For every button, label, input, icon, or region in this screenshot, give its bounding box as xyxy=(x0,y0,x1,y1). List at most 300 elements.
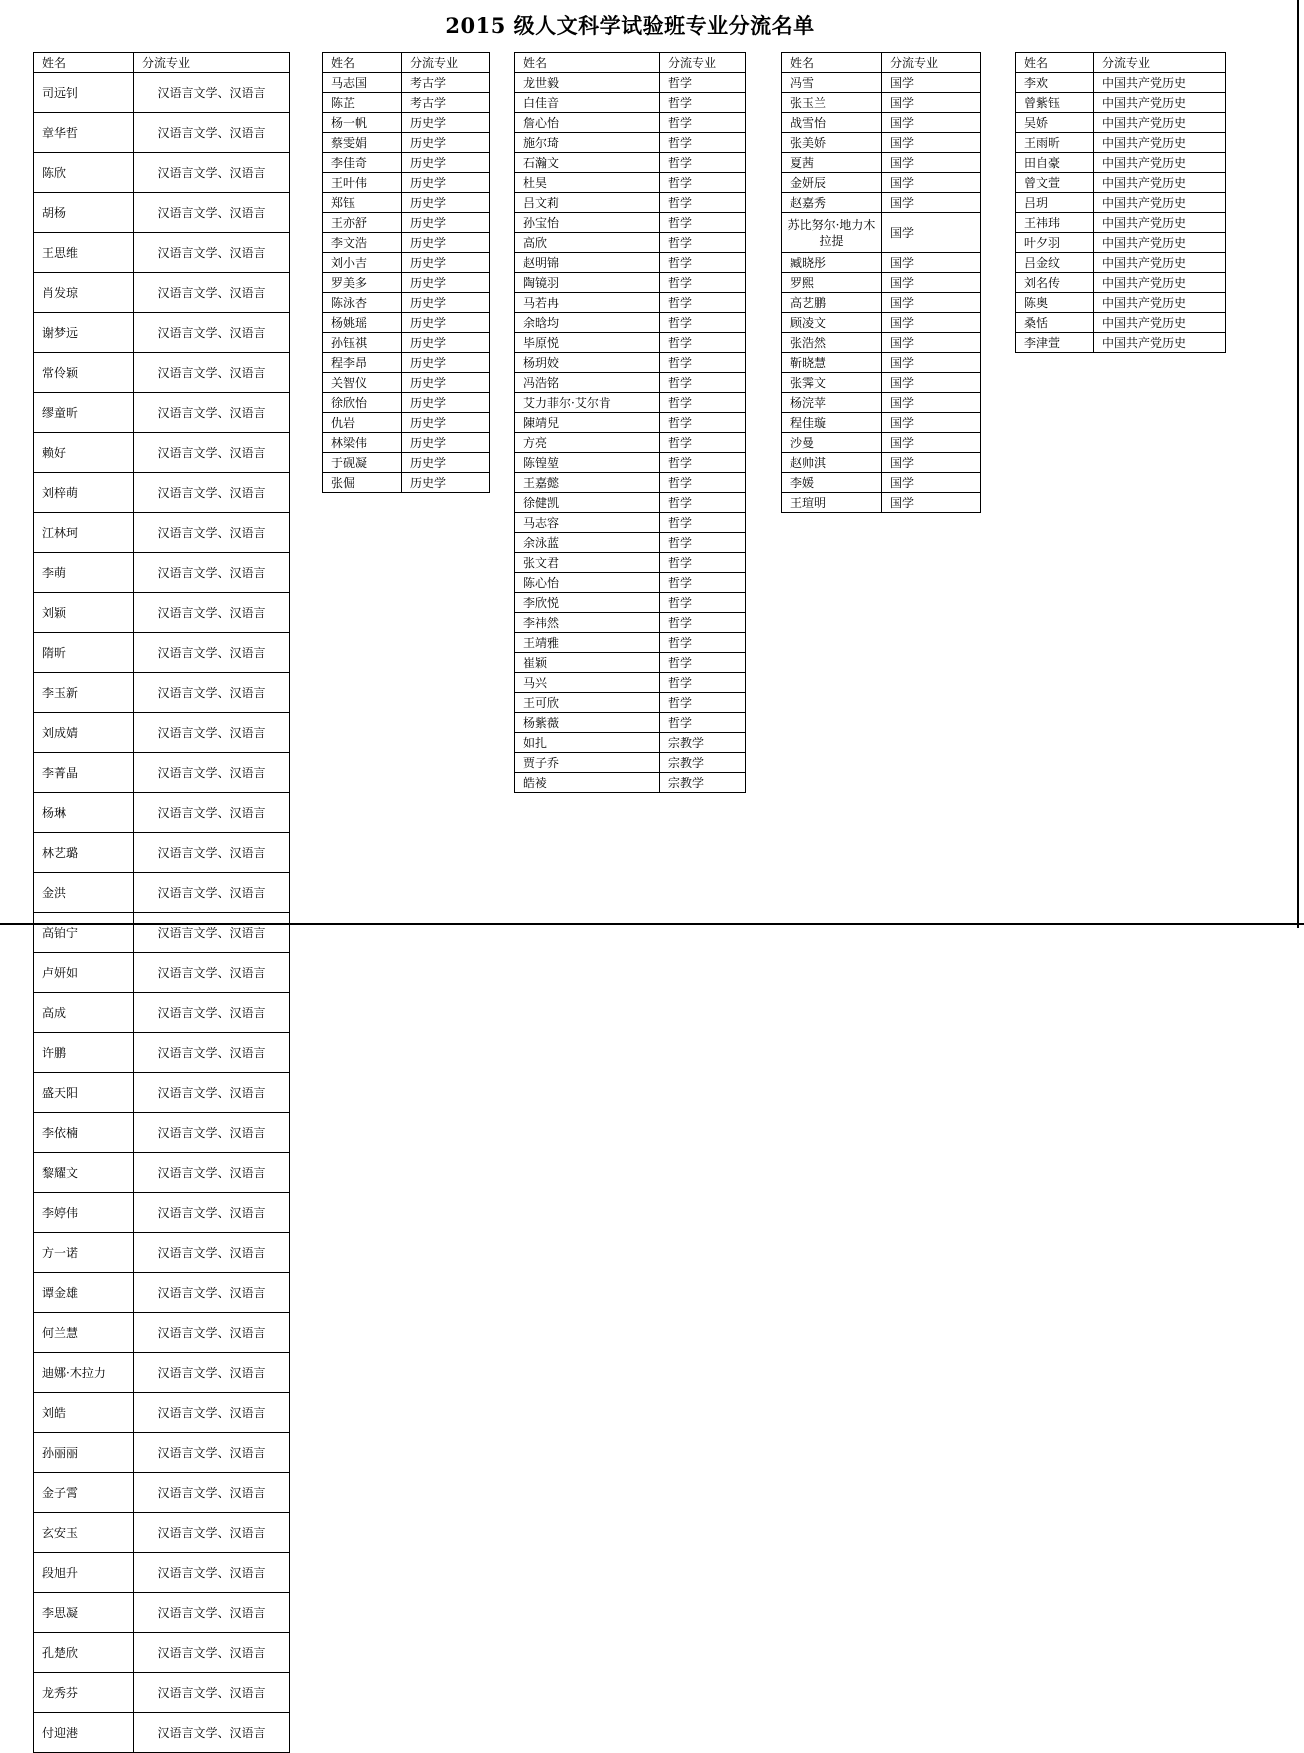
table-row xyxy=(515,293,746,313)
major-cell: 哲学 xyxy=(660,153,746,173)
table-row xyxy=(323,393,490,413)
major-cell: 哲学 xyxy=(660,653,746,673)
name-cell: 冯雪 xyxy=(782,73,882,93)
table-row xyxy=(1016,173,1226,193)
table-row xyxy=(515,653,746,673)
table-row xyxy=(515,413,746,433)
table-row xyxy=(34,113,290,153)
name-cell: 毕原悦 xyxy=(515,333,660,353)
major-cell: 中国共产党历史 xyxy=(1094,293,1226,313)
major-cell: 哲学 xyxy=(660,433,746,453)
table-row xyxy=(1016,153,1226,173)
table-row xyxy=(34,1633,290,1673)
major-cell: 哲学 xyxy=(660,73,746,93)
name-cell: 余泳蓝 xyxy=(515,533,660,553)
table-row xyxy=(34,1393,290,1433)
major-cell: 国学 xyxy=(882,173,981,193)
name-cell: 马志国 xyxy=(323,73,402,93)
name-cell: 马兴 xyxy=(515,673,660,693)
major-cell: 哲学 xyxy=(660,213,746,233)
major-cell: 汉语言文学、汉语言 xyxy=(134,1273,290,1313)
name-cell: 方一诺 xyxy=(34,1233,134,1273)
table-row xyxy=(515,493,746,513)
table-row xyxy=(34,273,290,313)
major-cell: 汉语言文学、汉语言 xyxy=(134,633,290,673)
major-cell: 汉语言文学、汉语言 xyxy=(134,1193,290,1233)
major-cell: 中国共产党历史 xyxy=(1094,113,1226,133)
name-cell: 李婷伟 xyxy=(34,1193,134,1233)
name-cell: 林艺璐 xyxy=(34,833,134,873)
table-row xyxy=(34,433,290,473)
table-row xyxy=(515,733,746,753)
major-cell: 哲学 xyxy=(660,293,746,313)
name-cell: 于砚凝 xyxy=(323,453,402,473)
name-cell: 苏比努尔·地力木拉提 xyxy=(782,213,882,253)
name-cell: 杨玥姣 xyxy=(515,353,660,373)
table-row xyxy=(1016,193,1226,213)
major-cell: 国学 xyxy=(882,133,981,153)
table-row xyxy=(34,313,290,353)
name-cell: 杜昊 xyxy=(515,173,660,193)
name-cell: 谭金雄 xyxy=(34,1273,134,1313)
major-cell: 历史学 xyxy=(402,253,490,273)
major-cell: 哲学 xyxy=(660,473,746,493)
table-row xyxy=(782,213,981,253)
major-cell: 哲学 xyxy=(660,233,746,253)
table-row xyxy=(34,993,290,1033)
name-cell: 刘成婧 xyxy=(34,713,134,753)
name-cell: 陈欣 xyxy=(34,153,134,193)
major-cell: 汉语言文学、汉语言 xyxy=(134,873,290,913)
name-cell: 李佳奇 xyxy=(323,153,402,173)
name-cell: 李祎然 xyxy=(515,613,660,633)
table-row xyxy=(515,73,746,93)
table-row xyxy=(515,533,746,553)
major-cell: 中国共产党历史 xyxy=(1094,193,1226,213)
major-cell: 哲学 xyxy=(660,393,746,413)
name-cell: 高铂宁 xyxy=(34,913,134,953)
major-cell: 历史学 xyxy=(402,333,490,353)
table-row xyxy=(323,113,490,133)
name-cell: 孙宝怡 xyxy=(515,213,660,233)
major-cell: 国学 xyxy=(882,253,981,273)
major-cell: 国学 xyxy=(882,313,981,333)
name-cell: 冯浩铭 xyxy=(515,373,660,393)
major-cell: 哲学 xyxy=(660,553,746,573)
name-cell: 林梁伟 xyxy=(323,433,402,453)
major-cell: 国学 xyxy=(882,373,981,393)
table-row xyxy=(34,1593,290,1633)
major-cell: 哲学 xyxy=(660,253,746,273)
table-row xyxy=(515,373,746,393)
table-header-row xyxy=(515,53,746,73)
major-cell: 汉语言文学、汉语言 xyxy=(134,1513,290,1553)
name-cell: 张浩然 xyxy=(782,333,882,353)
name-cell: 王思维 xyxy=(34,233,134,273)
name-cell: 战雪怡 xyxy=(782,113,882,133)
table-row xyxy=(34,1113,290,1153)
major-cell: 国学 xyxy=(882,453,981,473)
major-cell: 历史学 xyxy=(402,273,490,293)
major-cell: 汉语言文学、汉语言 xyxy=(134,313,290,353)
name-cell: 段旭升 xyxy=(34,1553,134,1593)
major-cell: 国学 xyxy=(882,193,981,213)
major-cell: 汉语言文学、汉语言 xyxy=(134,1313,290,1353)
table-row xyxy=(34,673,290,713)
name-cell: 李媛 xyxy=(782,473,882,493)
name-cell: 王嘉懿 xyxy=(515,473,660,493)
table-row xyxy=(515,513,746,533)
major-cell: 宗教学 xyxy=(660,773,746,793)
name-cell: 石瀚文 xyxy=(515,153,660,173)
name-cell: 李萌 xyxy=(34,553,134,593)
name-cell: 刘小吉 xyxy=(323,253,402,273)
table-row xyxy=(34,1473,290,1513)
name-cell: 徐健凯 xyxy=(515,493,660,513)
major-cell: 历史学 xyxy=(402,453,490,473)
name-cell: 陳靖兒 xyxy=(515,413,660,433)
table-row xyxy=(515,753,746,773)
table-row xyxy=(34,753,290,793)
major-cell: 历史学 xyxy=(402,193,490,213)
major-cell: 哲学 xyxy=(660,593,746,613)
name-cell: 金洪 xyxy=(34,873,134,913)
table-row xyxy=(1016,313,1226,333)
name-cell: 张倔 xyxy=(323,473,402,493)
name-cell: 程李昂 xyxy=(323,353,402,373)
table-row xyxy=(34,713,290,753)
name-cell: 陈锽堃 xyxy=(515,453,660,473)
name-cell: 杨浣苹 xyxy=(782,393,882,413)
name-cell: 金妍辰 xyxy=(782,173,882,193)
header-name: 姓名 xyxy=(323,53,402,73)
major-cell: 国学 xyxy=(882,353,981,373)
major-cell: 哲学 xyxy=(660,673,746,693)
table-row xyxy=(34,1713,290,1753)
major-cell: 中国共产党历史 xyxy=(1094,233,1226,253)
name-cell: 陈心怡 xyxy=(515,573,660,593)
table-row xyxy=(515,253,746,273)
major-cell: 汉语言文学、汉语言 xyxy=(134,1673,290,1713)
name-cell: 许鹏 xyxy=(34,1033,134,1073)
major-cell: 哲学 xyxy=(660,273,746,293)
major-cell: 哲学 xyxy=(660,413,746,433)
table-row xyxy=(782,173,981,193)
table-row xyxy=(323,173,490,193)
major-cell: 汉语言文学、汉语言 xyxy=(134,1473,290,1513)
name-cell: 杨姚瑶 xyxy=(323,313,402,333)
major-cell: 国学 xyxy=(882,413,981,433)
name-cell: 顾凌文 xyxy=(782,313,882,333)
major-cell: 汉语言文学、汉语言 xyxy=(134,553,290,593)
page-title: 2015 级人文科学试验班专业分流名单 xyxy=(445,13,815,38)
major-cell: 汉语言文学、汉语言 xyxy=(134,73,290,113)
major-cell: 国学 xyxy=(882,153,981,173)
name-cell: 如扎 xyxy=(515,733,660,753)
major-cell: 国学 xyxy=(882,113,981,133)
table-header-row xyxy=(1016,53,1226,73)
major-cell: 哲学 xyxy=(660,313,746,333)
table-row xyxy=(323,213,490,233)
name-cell: 何兰慧 xyxy=(34,1313,134,1353)
table-row xyxy=(34,193,290,233)
name-cell: 李思凝 xyxy=(34,1593,134,1633)
name-cell: 李欢 xyxy=(1016,73,1094,93)
major-cell: 哲学 xyxy=(660,353,746,373)
name-cell: 夏茜 xyxy=(782,153,882,173)
table-row xyxy=(515,713,746,733)
header-name: 姓名 xyxy=(34,53,134,73)
table-header-row xyxy=(323,53,490,73)
major-cell: 哲学 xyxy=(660,113,746,133)
major-cell: 哲学 xyxy=(660,133,746,153)
major-cell: 汉语言文学、汉语言 xyxy=(134,1593,290,1633)
name-cell: 王祎玮 xyxy=(1016,213,1094,233)
table-row xyxy=(34,793,290,833)
major-cell: 中国共产党历史 xyxy=(1094,313,1226,333)
table-row xyxy=(34,1553,290,1593)
table-row xyxy=(34,233,290,273)
name-cell: 龙世毅 xyxy=(515,73,660,93)
table-row xyxy=(515,113,746,133)
table-row xyxy=(515,633,746,653)
name-cell: 曾紫钰 xyxy=(1016,93,1094,113)
table-row xyxy=(323,433,490,453)
name-cell: 杨一帆 xyxy=(323,113,402,133)
name-cell: 陈泳杏 xyxy=(323,293,402,313)
name-cell: 肖发琼 xyxy=(34,273,134,313)
name-cell: 金子霄 xyxy=(34,1473,134,1513)
table-history xyxy=(322,52,490,493)
table-row xyxy=(323,373,490,393)
name-cell: 李欣悦 xyxy=(515,593,660,613)
name-cell: 卢妍如 xyxy=(34,953,134,993)
name-cell: 黎耀文 xyxy=(34,1153,134,1193)
table-row xyxy=(323,153,490,173)
name-cell: 迪娜·木拉力 xyxy=(34,1353,134,1393)
table-row xyxy=(323,473,490,493)
table-header-row xyxy=(34,53,290,73)
name-cell: 李文浩 xyxy=(323,233,402,253)
table-row xyxy=(782,453,981,473)
name-cell: 白佳音 xyxy=(515,93,660,113)
major-cell: 汉语言文学、汉语言 xyxy=(134,673,290,713)
table-row xyxy=(34,593,290,633)
name-cell: 高艺鹏 xyxy=(782,293,882,313)
table-row xyxy=(515,93,746,113)
name-cell: 赵嘉秀 xyxy=(782,193,882,213)
major-cell: 历史学 xyxy=(402,353,490,373)
major-cell: 国学 xyxy=(882,73,981,93)
major-cell: 国学 xyxy=(882,473,981,493)
major-cell: 中国共产党历史 xyxy=(1094,213,1226,233)
major-cell: 中国共产党历史 xyxy=(1094,333,1226,353)
name-cell: 陶镜羽 xyxy=(515,273,660,293)
table-row xyxy=(34,513,290,553)
name-cell: 叶夕羽 xyxy=(1016,233,1094,253)
name-cell: 赵明锦 xyxy=(515,253,660,273)
major-cell: 汉语言文学、汉语言 xyxy=(134,593,290,633)
name-cell: 高成 xyxy=(34,993,134,1033)
major-cell: 哲学 xyxy=(660,93,746,113)
table-row xyxy=(323,293,490,313)
name-cell: 陈芷 xyxy=(323,93,402,113)
name-cell: 江林珂 xyxy=(34,513,134,553)
name-cell: 刘颖 xyxy=(34,593,134,633)
table-row xyxy=(1016,273,1226,293)
table-row xyxy=(782,313,981,333)
table-row xyxy=(34,1273,290,1313)
major-cell: 汉语言文学、汉语言 xyxy=(134,233,290,273)
major-cell: 历史学 xyxy=(402,433,490,453)
major-cell: 汉语言文学、汉语言 xyxy=(134,753,290,793)
table-philosophy xyxy=(514,52,746,793)
major-cell: 汉语言文学、汉语言 xyxy=(134,1713,290,1753)
major-cell: 历史学 xyxy=(402,133,490,153)
table-row xyxy=(515,193,746,213)
name-cell: 刘名传 xyxy=(1016,273,1094,293)
table-row xyxy=(34,353,290,393)
header-major: 分流专业 xyxy=(1094,53,1226,73)
name-cell: 臧晓彤 xyxy=(782,253,882,273)
major-cell: 中国共产党历史 xyxy=(1094,133,1226,153)
major-cell: 汉语言文学、汉语言 xyxy=(134,1553,290,1593)
name-cell: 沙曼 xyxy=(782,433,882,453)
table-row xyxy=(323,133,490,153)
table-row xyxy=(782,133,981,153)
table-row xyxy=(34,953,290,993)
major-cell: 汉语言文学、汉语言 xyxy=(134,273,290,313)
major-cell: 国学 xyxy=(882,273,981,293)
table-row xyxy=(34,833,290,873)
table-row xyxy=(323,453,490,473)
table-row xyxy=(1016,113,1226,133)
table-row xyxy=(323,313,490,333)
major-cell: 历史学 xyxy=(402,473,490,493)
name-cell: 程佳璇 xyxy=(782,413,882,433)
major-cell: 汉语言文学、汉语言 xyxy=(134,1633,290,1673)
name-cell: 孙丽丽 xyxy=(34,1433,134,1473)
major-cell: 国学 xyxy=(882,433,981,453)
table-row xyxy=(515,313,746,333)
table-row xyxy=(515,393,746,413)
table-row xyxy=(515,433,746,453)
name-cell: 靳晓慧 xyxy=(782,353,882,373)
major-cell: 哲学 xyxy=(660,173,746,193)
major-cell: 哲学 xyxy=(660,613,746,633)
table-row xyxy=(782,413,981,433)
major-cell: 宗教学 xyxy=(660,753,746,773)
name-cell: 马若冉 xyxy=(515,293,660,313)
table-row xyxy=(515,773,746,793)
name-cell: 崔颖 xyxy=(515,653,660,673)
table-row xyxy=(1016,333,1226,353)
table-row xyxy=(515,553,746,573)
major-cell: 汉语言文学、汉语言 xyxy=(134,473,290,513)
major-cell: 哲学 xyxy=(660,373,746,393)
major-cell: 历史学 xyxy=(402,313,490,333)
table-row xyxy=(34,1233,290,1273)
major-cell: 国学 xyxy=(882,493,981,513)
table-row xyxy=(34,73,290,113)
major-cell: 国学 xyxy=(882,293,981,313)
header-major: 分流专业 xyxy=(402,53,490,73)
major-cell: 国学 xyxy=(882,93,981,113)
name-cell: 张美娇 xyxy=(782,133,882,153)
table-chinese-language xyxy=(33,52,290,1753)
major-cell: 汉语言文学、汉语言 xyxy=(134,153,290,193)
name-cell: 张霁文 xyxy=(782,373,882,393)
major-cell: 哲学 xyxy=(660,573,746,593)
name-cell: 刘皓 xyxy=(34,1393,134,1433)
name-cell: 章华哲 xyxy=(34,113,134,153)
name-cell: 王靖雅 xyxy=(515,633,660,653)
major-cell: 哲学 xyxy=(660,533,746,553)
name-cell: 关智仪 xyxy=(323,373,402,393)
name-cell: 徐欣怡 xyxy=(323,393,402,413)
name-cell: 马志容 xyxy=(515,513,660,533)
table-row xyxy=(34,1153,290,1193)
table-row xyxy=(782,473,981,493)
table-row xyxy=(782,253,981,273)
major-cell: 汉语言文学、汉语言 xyxy=(134,793,290,833)
table-row xyxy=(323,233,490,253)
name-cell: 王瑄明 xyxy=(782,493,882,513)
name-cell: 蔡雯娟 xyxy=(323,133,402,153)
name-cell: 谢梦远 xyxy=(34,313,134,353)
table-row xyxy=(515,353,746,373)
major-cell: 哲学 xyxy=(660,633,746,653)
table-row xyxy=(1016,233,1226,253)
table-row xyxy=(515,213,746,233)
table-row xyxy=(323,73,490,93)
major-cell: 汉语言文学、汉语言 xyxy=(134,1073,290,1113)
major-cell: 汉语言文学、汉语言 xyxy=(134,393,290,433)
table-row xyxy=(1016,213,1226,233)
name-cell: 艾力菲尔·艾尔肯 xyxy=(515,393,660,413)
name-cell: 李津萱 xyxy=(1016,333,1094,353)
table-row xyxy=(782,393,981,413)
table-row xyxy=(34,153,290,193)
table-row xyxy=(1016,253,1226,273)
table-row xyxy=(782,73,981,93)
table-row xyxy=(34,1513,290,1553)
table-row xyxy=(34,1673,290,1713)
table-row xyxy=(515,613,746,633)
table-row xyxy=(323,193,490,213)
major-cell: 汉语言文学、汉语言 xyxy=(134,433,290,473)
major-cell: 国学 xyxy=(882,213,981,253)
table-row xyxy=(782,353,981,373)
name-cell: 赖好 xyxy=(34,433,134,473)
major-cell: 哲学 xyxy=(660,693,746,713)
table-row xyxy=(782,273,981,293)
major-cell: 汉语言文学、汉语言 xyxy=(134,1033,290,1073)
table-guoxue xyxy=(781,52,981,513)
major-cell: 汉语言文学、汉语言 xyxy=(134,913,290,953)
name-cell: 高欣 xyxy=(515,233,660,253)
name-cell: 罗美多 xyxy=(323,273,402,293)
table-party-history xyxy=(1015,52,1226,353)
table-row xyxy=(323,93,490,113)
major-cell: 历史学 xyxy=(402,393,490,413)
table-row xyxy=(323,413,490,433)
table-row xyxy=(323,273,490,293)
name-cell: 孙钰祺 xyxy=(323,333,402,353)
major-cell: 宗教学 xyxy=(660,733,746,753)
major-cell: 中国共产党历史 xyxy=(1094,273,1226,293)
major-cell: 汉语言文学、汉语言 xyxy=(134,833,290,873)
